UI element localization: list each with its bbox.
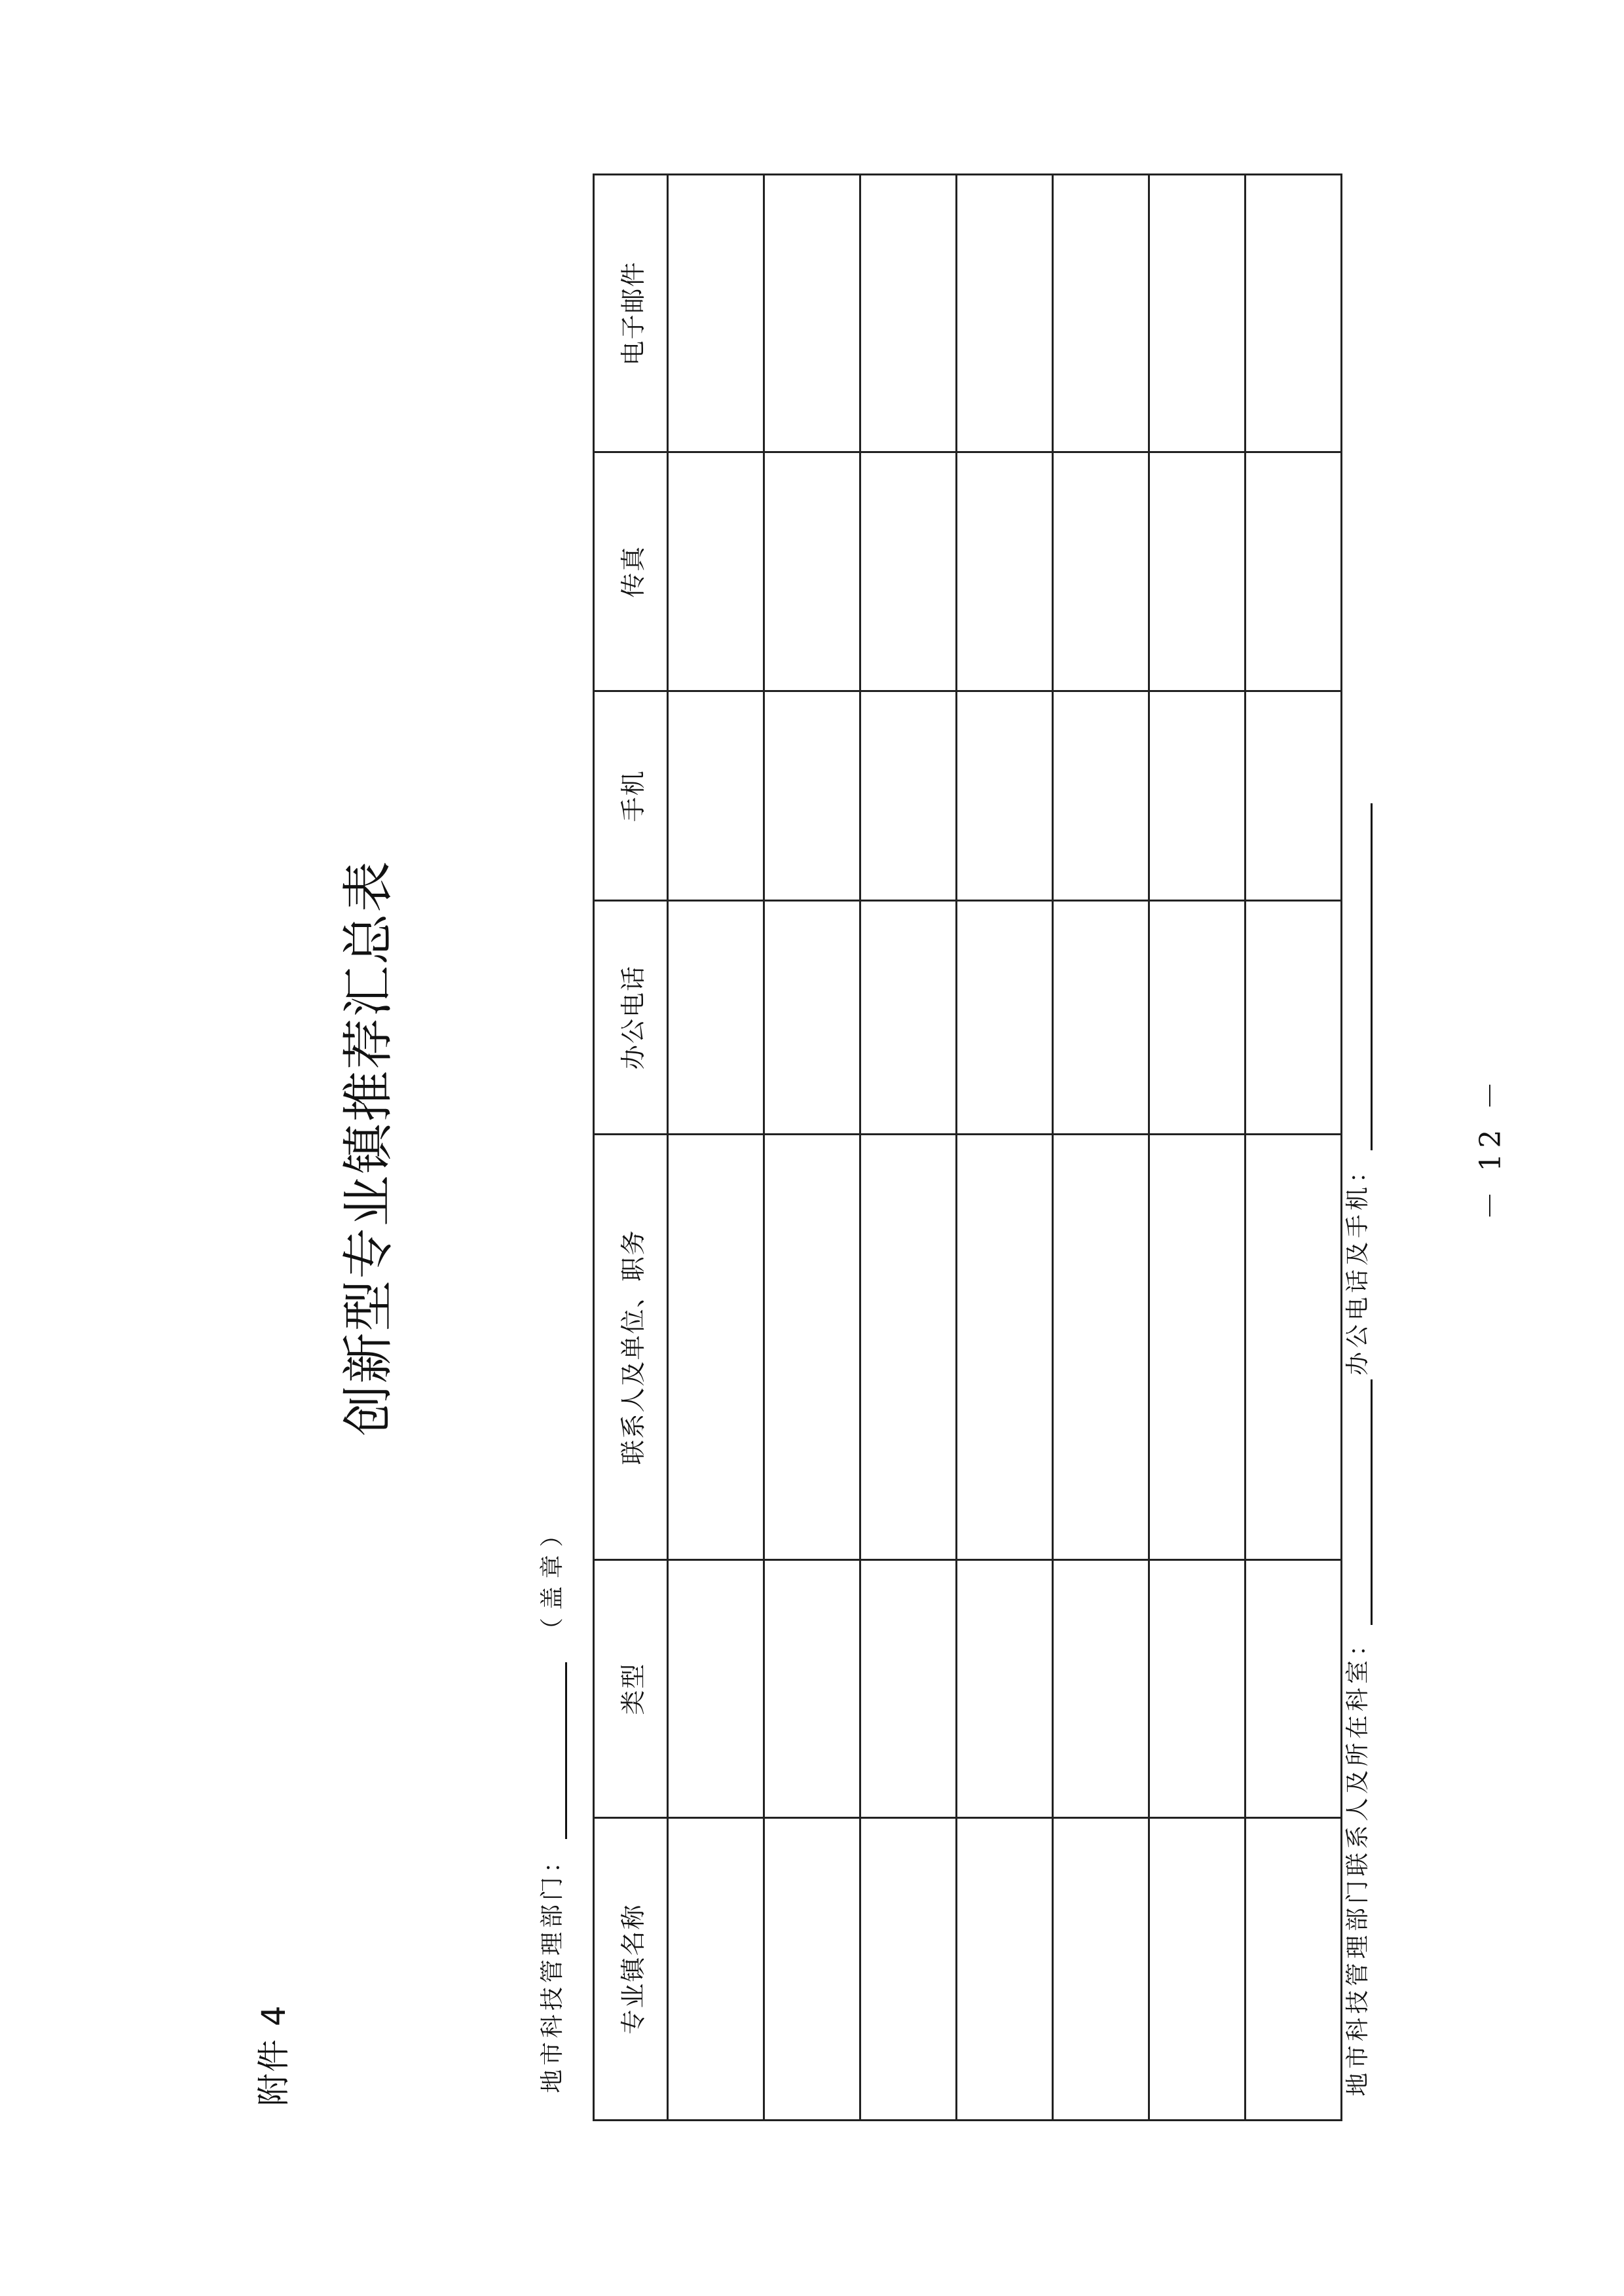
attachment-label: 附件 4 <box>255 2004 293 2106</box>
table-cell <box>1246 175 1342 452</box>
table-cell <box>764 901 860 1135</box>
page-number: － 12 － <box>1474 1076 1507 1220</box>
table-cell <box>1246 1560 1342 1818</box>
table-cell <box>1246 452 1342 691</box>
table-cell <box>957 1818 1053 2121</box>
table-cell <box>764 691 860 901</box>
stamp-label: （盖章） <box>539 1515 566 1641</box>
table-cell <box>764 452 860 691</box>
dept-line <box>534 1516 567 2093</box>
table-cell <box>957 691 1053 901</box>
column-header: 电子邮件 <box>594 175 668 452</box>
table-cell <box>668 452 764 691</box>
table-cell <box>1053 452 1149 691</box>
column-header: 传真 <box>594 452 668 691</box>
table-cell <box>764 1135 860 1560</box>
table-cell <box>1053 175 1149 452</box>
table-cell <box>860 1818 957 2121</box>
table-cell <box>860 901 957 1135</box>
table-cell <box>668 175 764 452</box>
table-cell <box>1149 1135 1246 1560</box>
table-row <box>957 175 1053 2121</box>
table-row <box>1246 175 1342 2121</box>
table-cell <box>764 175 860 452</box>
table-cell <box>1246 691 1342 901</box>
table-row <box>1149 175 1246 2121</box>
column-header: 手机 <box>594 691 668 901</box>
table-cell <box>1149 452 1246 691</box>
table-cell <box>1053 901 1149 1135</box>
table-row <box>764 175 860 2121</box>
table-cell <box>957 175 1053 452</box>
table-cell <box>1246 1818 1342 2121</box>
table-cell <box>1246 1135 1342 1560</box>
contact-blank-line <box>1351 1379 1373 1625</box>
table-cell <box>860 1560 957 1818</box>
contact-label: 地市科技管理部门联系人及所在科室： <box>1344 1628 1371 2096</box>
table-cell <box>764 1818 860 2121</box>
table-cell <box>668 1560 764 1818</box>
table-cell <box>1053 691 1149 901</box>
table-cell <box>1053 1135 1149 1560</box>
table-cell <box>957 901 1053 1135</box>
table-cell <box>668 1135 764 1560</box>
table-row <box>668 175 764 2121</box>
table-cell <box>668 691 764 901</box>
table-cell <box>957 1135 1053 1560</box>
column-header: 联系人及单位、职务 <box>594 1135 668 1560</box>
table-cell <box>764 1560 860 1818</box>
table-cell <box>1149 175 1246 452</box>
phone-label: 办公电话及手机： <box>1344 1155 1371 1376</box>
column-header: 类型 <box>594 1560 668 1818</box>
table-cell <box>860 175 957 452</box>
column-header: 专业镇名称 <box>594 1818 668 2121</box>
table-row <box>860 175 957 2121</box>
table-header-row <box>594 175 668 2121</box>
table-cell <box>668 1818 764 2121</box>
table-cell <box>668 901 764 1135</box>
table-cell <box>957 1560 1053 1818</box>
phone-blank-line <box>1351 803 1373 1150</box>
table-cell <box>1053 1818 1149 2121</box>
recommendation-table <box>593 173 1342 2121</box>
table-cell <box>860 1135 957 1560</box>
table-cell <box>1149 691 1246 901</box>
table-body <box>668 175 1342 2121</box>
table-cell <box>1246 901 1342 1135</box>
table-cell <box>1149 901 1246 1135</box>
table-cell <box>1149 1818 1246 2121</box>
dept-label: 地市科技管理部门： <box>539 1845 566 2093</box>
dept-blank-line <box>545 1662 567 1839</box>
table-row <box>1053 175 1149 2121</box>
table-cell <box>957 452 1053 691</box>
table-cell <box>860 452 957 691</box>
footer-line <box>1339 803 1373 2096</box>
table-cell <box>1053 1560 1149 1818</box>
table-cell <box>1149 1560 1246 1818</box>
table-cell <box>860 691 957 901</box>
page-title: 创新型专业镇推荐汇总表 <box>339 860 398 1436</box>
column-header: 办公电话 <box>594 901 668 1135</box>
